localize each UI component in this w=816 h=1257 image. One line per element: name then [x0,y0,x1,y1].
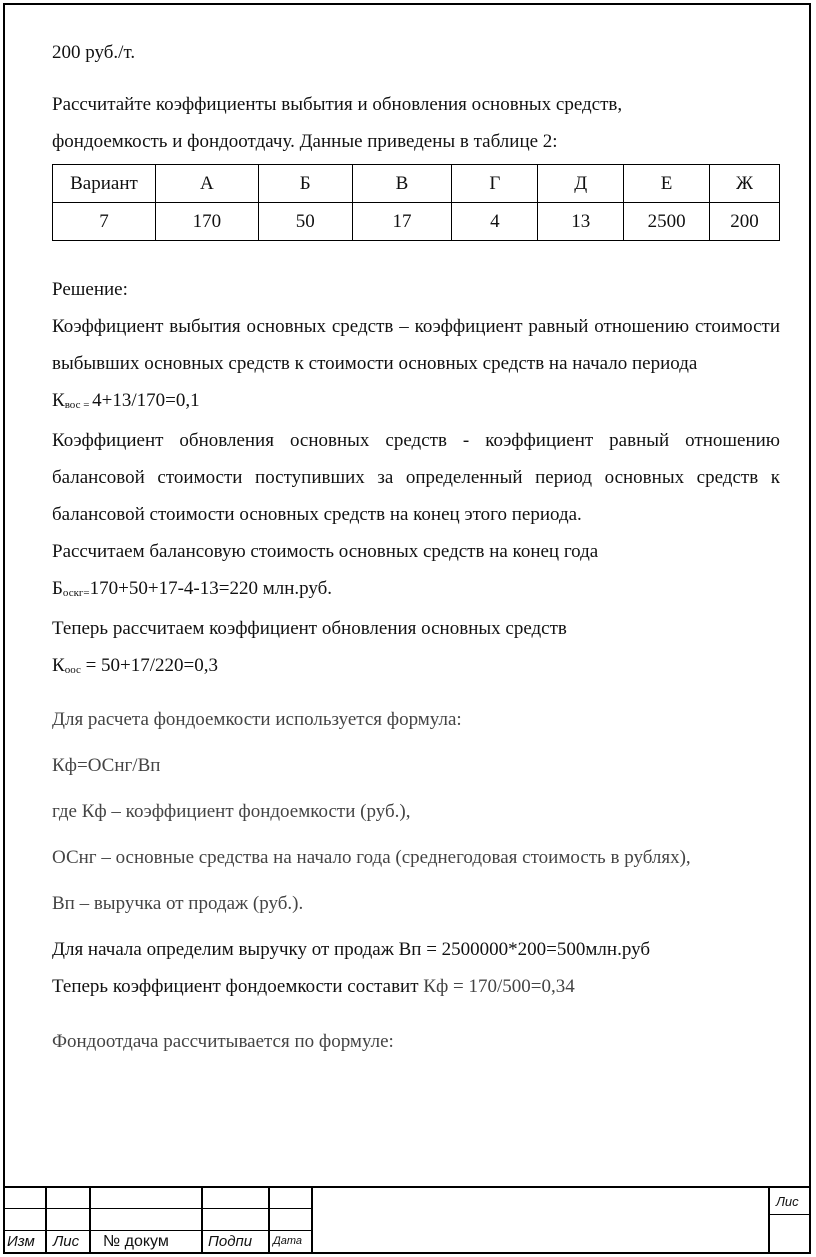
title-block [3,1186,811,1254]
retirement-definition: Коэффициент выбытия основных средств – коэффициент равный отношению стоимости выбывших основных средств к стоимости основных средств на начало периода [52,316,780,374]
fe-intro: Для расчета фондоемкости используется формула: [52,709,462,730]
spacer [52,71,780,86]
retirement-formula [52,382,780,422]
table-header-cell: А [155,165,258,203]
table-row [53,203,780,241]
renewal-intro: Теперь рассчитаем коэффициент обновления основных средств [52,618,567,639]
balance-formula [52,570,780,610]
table-header-cell: В [352,165,452,203]
table-cell: 7 [53,203,156,241]
table-cell: 17 [352,203,452,241]
data-table [52,164,780,241]
stamp-label-date: Дата [273,1235,303,1247]
stamp-divider [45,1188,47,1254]
table-cell: 2500 [624,203,710,241]
table-header-row [53,165,780,203]
price-line: 200 руб./т. [52,42,136,63]
where-line-2: ОСнг – основные средства на начало года (среднегодовая стоимость в рублях), [52,847,691,868]
table-cell: 50 [258,203,352,241]
table-header-cell: Б [258,165,352,203]
spacer [52,249,780,271]
table-header-cell: Ж [710,165,780,203]
stamp-label-list: Лис [53,1233,80,1250]
spacer [52,1005,780,1023]
table-header-cell: Г [452,165,538,203]
task-line-1: Рассчитайте коэффициенты выбытия и обновления основных средств, [52,94,623,115]
k-letter: К [52,390,65,411]
stamp-divider [201,1188,203,1254]
k-subscript: оос [64,664,81,676]
fe-result [52,968,780,1005]
fo-intro: Фондоотдача рассчитывается по формуле: [52,1031,394,1052]
renewal-definition: Коэффициент обновления основных средств - коэффициент равный отношению балансовой стоимости поступивших за определенный период основных средств к балансовой стоимости основных средств на конец этого периода. [52,430,780,525]
table-cell: 13 [538,203,624,241]
stamp-divider [768,1188,770,1254]
where-line-3: Вп – выручка от продаж (руб.). [52,893,304,914]
formula-value: = 50+17/220=0,3 [80,655,219,676]
table-header-cell: Вариант [53,165,156,203]
document-body [52,34,780,1060]
b-letter: Б [52,578,63,599]
revenue-line: Для начала определим выручку от продаж Вп = 2500000*200=500млн.руб [52,939,650,960]
stamp-row-line [3,1230,311,1231]
fe-formula: Кф=ОСнг/Вп [52,755,161,776]
stamp-label-doc: № докум [103,1233,169,1250]
spacer [52,687,780,697]
stamp-divider [89,1188,91,1254]
table-cell: 200 [710,203,780,241]
renewal-formula [52,647,780,687]
balance-intro: Рассчитаем балансовую стоимость основных средств на конец года [52,541,599,562]
stamp-divider [311,1188,313,1254]
capital-intensity-section [52,697,780,927]
stamp-divider [268,1188,270,1254]
k-subscript: вос = [64,399,93,411]
table-header-cell: Д [538,165,624,203]
stamp-label-sheet: Лис [776,1194,799,1209]
task-line-2: фондоемкость и фондоотдачу. Данные приведены в таблице 2: [52,131,558,152]
table-header-cell: Е [624,165,710,203]
fe-result-value: Кф = 170/500=0,34 [423,976,575,997]
formula-value: 4+13/170=0,1 [92,390,200,411]
formula-value: 170+50+17-4-13=220 млн.руб. [89,578,333,599]
stamp-row-line [768,1214,811,1215]
table-cell: 170 [155,203,258,241]
stamp-label-sign: Подпи [208,1233,253,1250]
k-letter: К [52,655,65,676]
stamp-row-line [3,1208,311,1209]
b-subscript: оскг= [62,587,90,599]
solution-heading: Решение: [52,279,128,300]
stamp-label-izm: Изм [7,1233,35,1250]
fe-result-text: Теперь коэффициент фондоемкости составит [52,976,424,997]
where-line-1: где Кф – коэффициент фондоемкости (руб.), [52,801,411,822]
table-cell: 4 [452,203,538,241]
